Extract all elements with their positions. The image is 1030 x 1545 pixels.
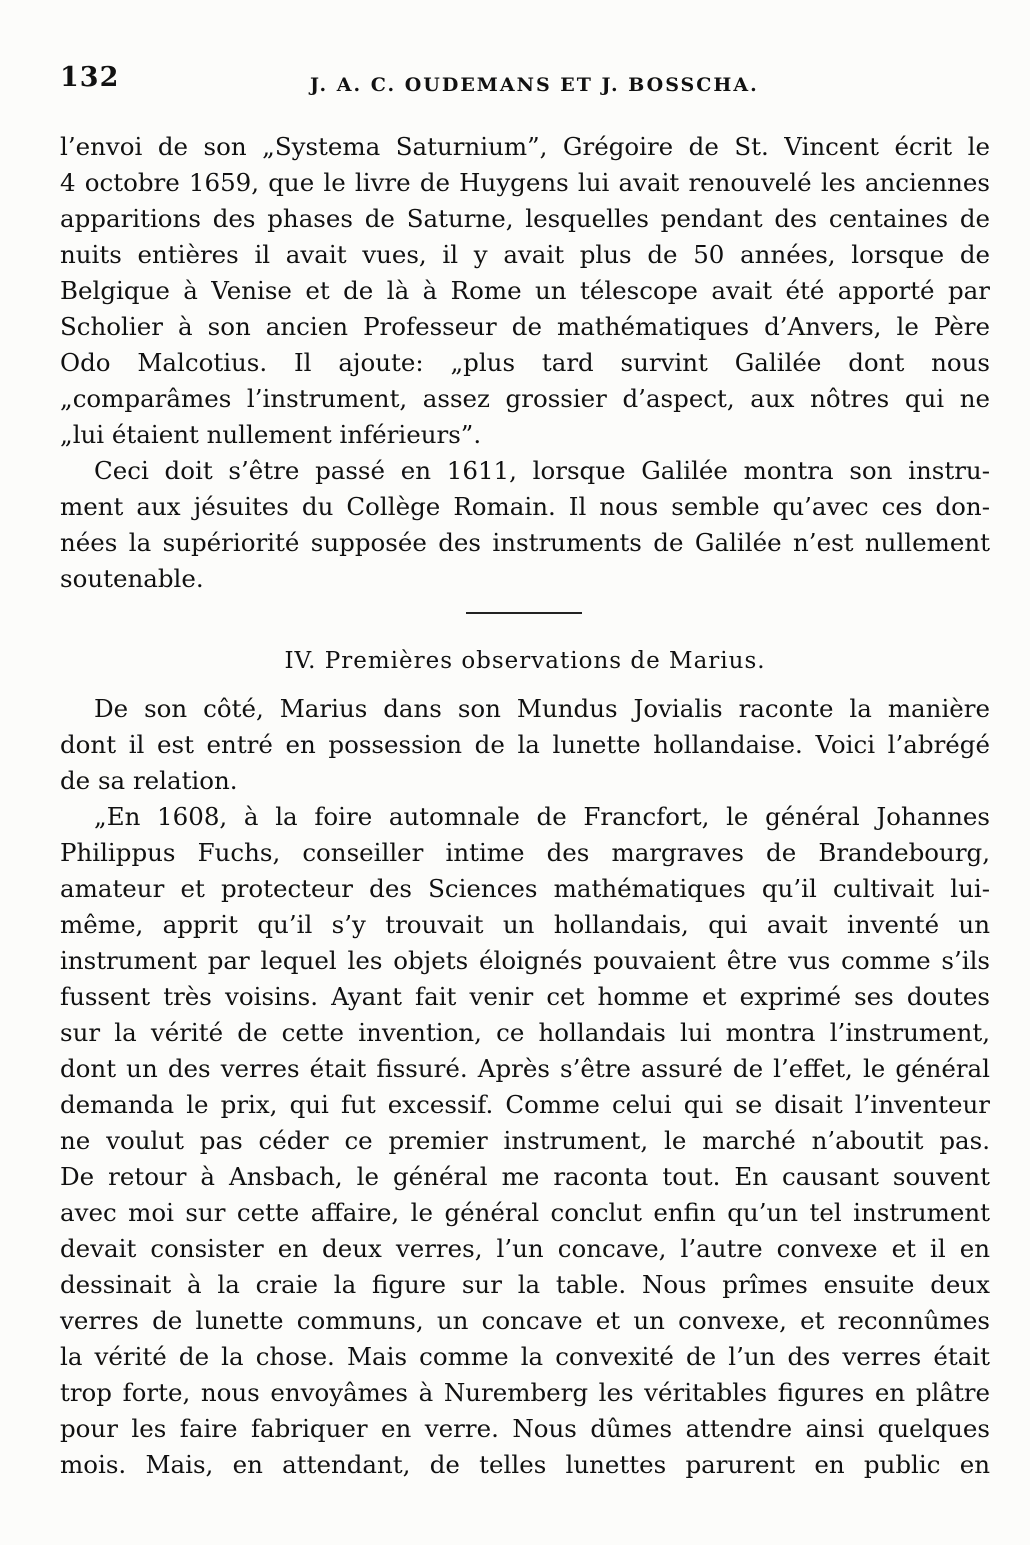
text-line: dont un des verres était fissuré. Après s’être assuré de l’effet, le général bbox=[60, 1054, 990, 1083]
text-line: Belgique à Venise et de là à Rome un télescope avait été apporté par bbox=[60, 276, 990, 305]
text-line: Scholier à son ancien Professeur de mathématiques d’Anvers, le Père bbox=[60, 312, 990, 341]
running-title: J. A. C. OUDEMANS ET J. BOSSCHA. bbox=[310, 74, 759, 96]
text-line: demanda le prix, qui fut excessif. Comme celui qui se disait l’inventeur bbox=[60, 1090, 990, 1119]
text-line: nuits entières il avait vues, il y avait plus de 50 années, lorsque de bbox=[60, 240, 990, 269]
text-line: „En 1608, à la foire automnale de Francfort, le général Johannes bbox=[94, 802, 990, 831]
text-line: dont il est entré en possession de la lunette hollandaise. Voici l’abrégé bbox=[60, 730, 990, 759]
text-line: trop forte, nous envoyâmes à Nuremberg les véritables figures en plâtre bbox=[60, 1378, 990, 1407]
text-line: ne voulut pas céder ce premier instrument, le marché n’aboutit pas. bbox=[60, 1126, 990, 1155]
text-line: dessinait à la craie la figure sur la table. Nous prîmes ensuite deux bbox=[60, 1270, 990, 1299]
text-line: 4 octobre 1659, que le livre de Huygens lui avait renouvelé les anciennes bbox=[60, 168, 990, 197]
text-line: Odo Malcotius. Il ajoute: „plus tard survint Galilée dont nous bbox=[60, 348, 990, 377]
section-heading: IV. Premières observations de Marius. bbox=[284, 648, 766, 674]
running-head bbox=[60, 62, 990, 102]
text-line: instrument par lequel les objets éloignés pouvaient être vus comme s’ils bbox=[60, 946, 990, 975]
text-line: même, apprit qu’il s’y trouvait un hollandais, qui avait inventé un bbox=[60, 910, 990, 939]
text-line: apparitions des phases de Saturne, lesquelles pendant des centaines de bbox=[60, 204, 990, 233]
text-line: de sa relation. bbox=[60, 766, 238, 795]
text-line: De son côté, Marius dans son Mundus Jovialis raconte la manière bbox=[94, 694, 990, 723]
text-line: fussent très voisins. Ayant fait venir cet homme et exprimé ses doutes bbox=[60, 982, 990, 1011]
page-number: 132 bbox=[60, 62, 120, 93]
text-line: avec moi sur cette affaire, le général conclut enfin qu’un tel instrument bbox=[60, 1198, 990, 1227]
text-line: „comparâmes l’instrument, assez grossier d’aspect, aux nôtres qui ne bbox=[60, 384, 990, 413]
text-line: ment aux jésuites du Collège Romain. Il nous semble qu’avec ces don- bbox=[60, 492, 990, 521]
text-line: amateur et protecteur des Sciences mathématiques qu’il cultivait lui- bbox=[60, 874, 990, 903]
text-line: l’envoi de son „Systema Saturnium”, Grégoire de St. Vincent écrit le bbox=[60, 132, 990, 161]
text-line: sur la vérité de cette invention, ce hollandais lui montra l’instrument, bbox=[60, 1018, 990, 1047]
text-line: soutenable. bbox=[60, 564, 204, 593]
text-line: nées la supériorité supposée des instruments de Galilée n’est nullement bbox=[60, 528, 990, 557]
text-line: Philippus Fuchs, conseiller intime des margraves de Brandebourg, bbox=[60, 838, 990, 867]
text-line: De retour à Ansbach, le général me raconta tout. En causant souvent bbox=[60, 1162, 990, 1191]
text-line: mois. Mais, en attendant, de telles lunettes parurent en public en bbox=[60, 1450, 990, 1479]
section-divider bbox=[466, 612, 582, 614]
text-line: „lui étaient nullement inférieurs”. bbox=[60, 420, 482, 449]
text-line: verres de lunette communs, un concave et un convexe, et reconnûmes bbox=[60, 1306, 990, 1335]
text-line: devait consister en deux verres, l’un concave, l’autre convexe et il en bbox=[60, 1234, 990, 1263]
text-line: Ceci doit s’être passé en 1611, lorsque Galilée montra son instru- bbox=[94, 456, 990, 485]
text-line: la vérité de la chose. Mais comme la convexité de l’un des verres était bbox=[60, 1342, 990, 1371]
text-line: pour les faire fabriquer en verre. Nous dûmes attendre ainsi quelques bbox=[60, 1414, 990, 1443]
